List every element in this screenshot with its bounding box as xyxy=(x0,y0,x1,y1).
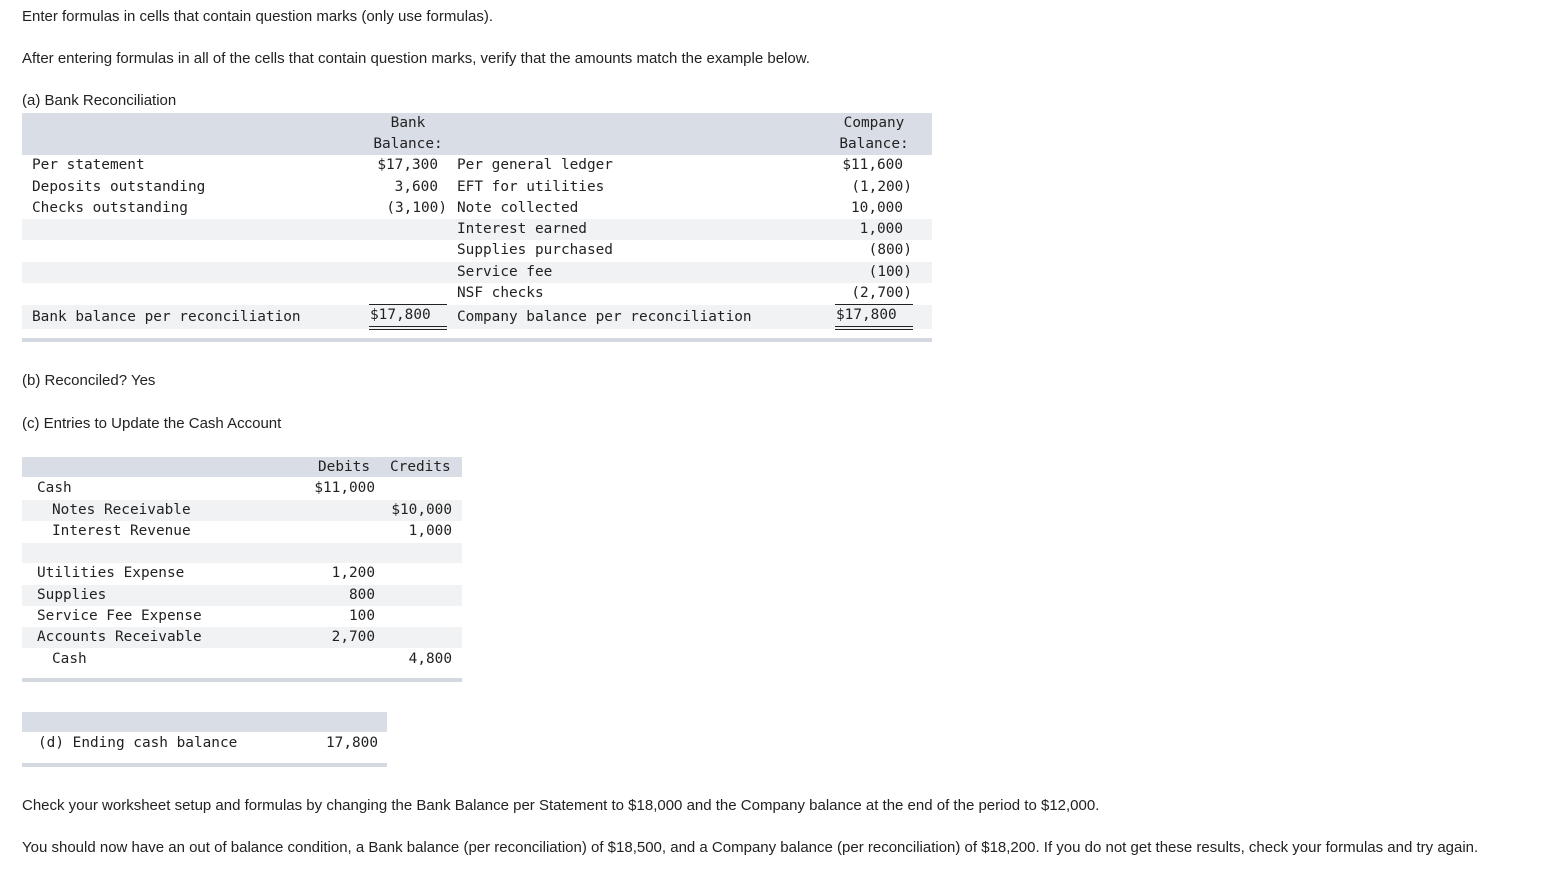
company-total-double-rule xyxy=(835,329,913,330)
section-b-text: (b) Reconciled? Yes xyxy=(22,372,156,389)
company-row-value: (100) xyxy=(868,264,912,280)
entry-debit: 2,700 xyxy=(331,629,375,645)
entry-debit: $11,000 xyxy=(314,480,375,496)
company-row-value: $11,600 xyxy=(842,157,903,173)
bank-row-label: Checks outstanding xyxy=(32,200,188,216)
entry-account: Cash xyxy=(52,651,87,667)
company-row-label: Note collected xyxy=(457,200,579,216)
bank-total-label: Bank balance per reconciliation xyxy=(32,309,301,325)
entry-debit: 100 xyxy=(349,608,375,624)
entry-account: Cash xyxy=(37,480,72,496)
bank-row-value: (3,100) xyxy=(386,200,447,216)
bank-row-label: Deposits outstanding xyxy=(32,179,206,195)
entry-debit: 1,200 xyxy=(331,565,375,581)
company-row-label: EFT for utilities xyxy=(457,179,605,195)
check-line-1: Check your worksheet setup and formulas by changing the Bank Balance per Statement to $18,000 and the Company balance at the end of the period to $12,000. xyxy=(22,797,1100,814)
entry-account: Service Fee Expense xyxy=(37,608,202,624)
bank-row-value: $17,300 xyxy=(377,157,438,173)
recon-bottom-bar xyxy=(22,338,932,342)
bank-row-label: Per statement xyxy=(32,157,145,173)
company-row-value: (1,200) xyxy=(851,179,912,195)
bank-total-double-rule xyxy=(369,326,447,327)
entry-account: Accounts Receivable xyxy=(37,629,202,645)
entries-stripe xyxy=(22,543,462,563)
company-row-label: Per general ledger xyxy=(457,157,613,173)
entry-account: Supplies xyxy=(37,587,107,603)
company-balance-header-2: Balance: xyxy=(839,136,909,152)
bank-balance-header-2: Balance: xyxy=(373,136,443,152)
section-a-title: (a) Bank Reconciliation xyxy=(22,92,177,109)
entry-credit: $10,000 xyxy=(391,502,452,518)
entry-credit: 1,000 xyxy=(408,523,452,539)
entry-credit: 4,800 xyxy=(408,651,452,667)
ending-cash-bottom-bar xyxy=(22,763,387,767)
company-row-label: Supplies purchased xyxy=(457,242,613,258)
bank-balance-header-1: Bank xyxy=(390,115,426,131)
company-row-label: NSF checks xyxy=(457,285,544,301)
company-row-value: 10,000 xyxy=(851,200,903,216)
entry-account: Utilities Expense xyxy=(37,565,185,581)
bank-row-value: 3,600 xyxy=(394,179,438,195)
company-total-label: Company balance per reconciliation xyxy=(457,309,752,325)
credits-header: Credits xyxy=(390,459,451,475)
section-c-title: (c) Entries to Update the Cash Account xyxy=(22,415,282,432)
bank-total-double-rule xyxy=(369,329,447,330)
company-total-double-rule xyxy=(835,326,913,327)
instruction-line-1: Enter formulas in cells that contain question marks (only use formulas). xyxy=(22,8,494,25)
company-row-label: Service fee xyxy=(457,264,553,280)
debits-header: Debits xyxy=(318,459,370,475)
company-row-value: 1,000 xyxy=(859,221,903,237)
ending-cash-label: (d) Ending cash balance xyxy=(38,735,238,751)
entry-account: Interest Revenue xyxy=(52,523,191,539)
entries-bottom-bar xyxy=(22,678,462,682)
instruction-line-2: After entering formulas in all of the cells that contain question marks, verify that the amounts match the example below. xyxy=(22,50,810,67)
company-balance-header-1: Company xyxy=(843,115,905,131)
company-row-value: (800) xyxy=(868,242,912,258)
check-line-2: You should now have an out of balance condition, a Bank balance (per reconciliation) of $18,500, and a Company balance (per reconciliation) of $18,200. If you do not get these results, check your formulas and try again. xyxy=(22,839,1479,856)
recon-header-band xyxy=(22,113,932,155)
ending-cash-value: 17,800 xyxy=(326,735,378,751)
ending-cash-header-band xyxy=(22,712,387,732)
company-row-value: (2,700) xyxy=(851,285,912,301)
company-row-label: Interest earned xyxy=(457,221,587,237)
company-total-value: $17,800 xyxy=(836,307,897,323)
entry-debit: 800 xyxy=(349,587,375,603)
entry-account: Notes Receivable xyxy=(52,502,191,518)
bank-total-value: $17,800 xyxy=(370,307,431,323)
